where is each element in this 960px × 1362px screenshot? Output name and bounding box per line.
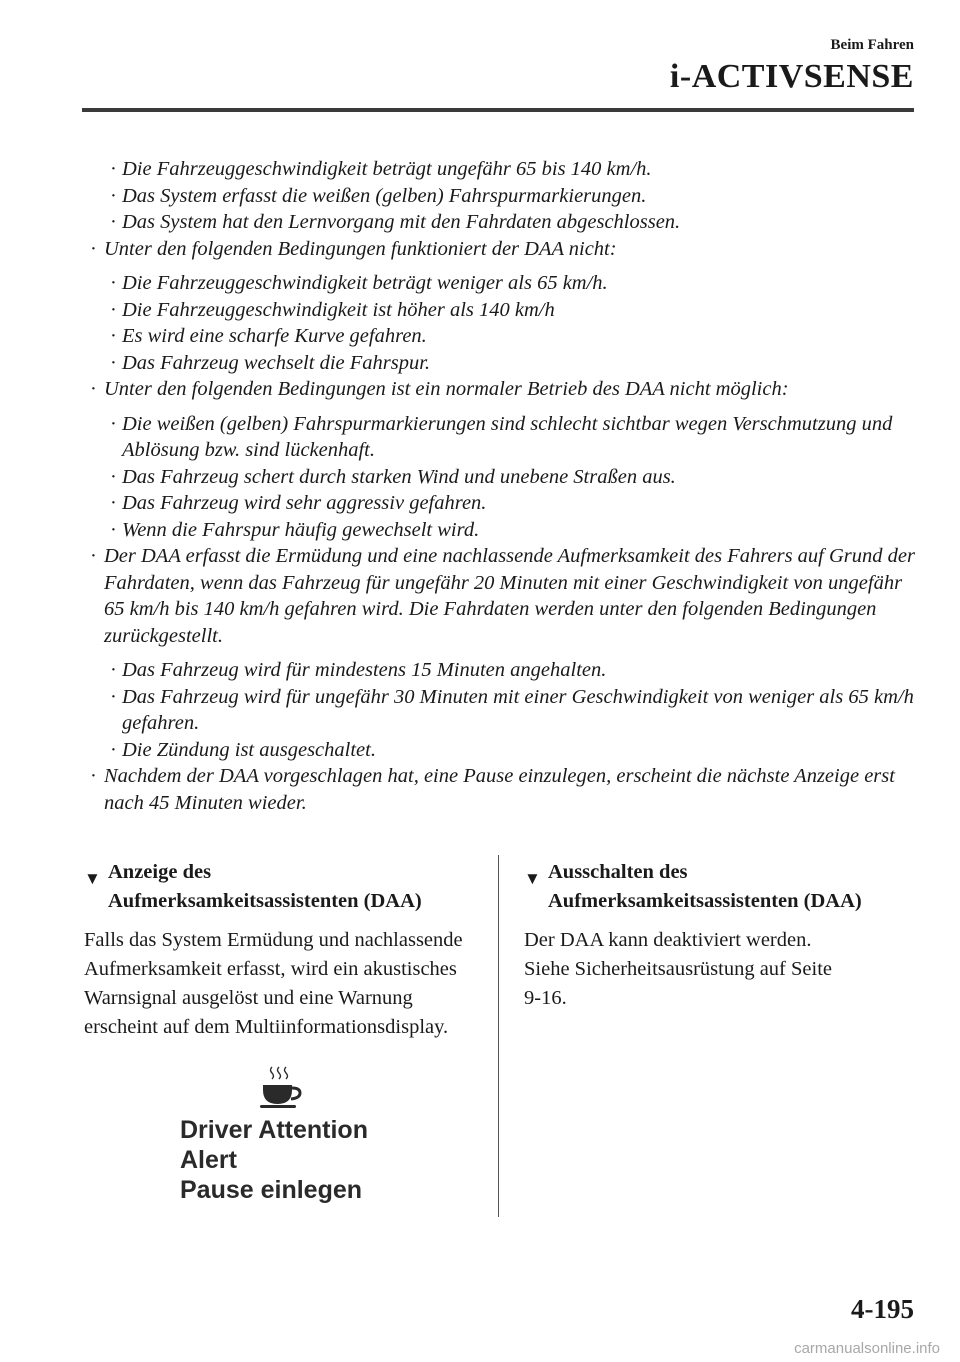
- triangle-marker-icon: ▼: [524, 869, 541, 888]
- list-item-text: Das Fahrzeug schert durch starken Wind und unebene Straßen aus.: [122, 465, 676, 488]
- sub-list-item: [84, 464, 924, 491]
- section-title: Beim Fahren: [830, 37, 914, 53]
- list-item: [84, 236, 924, 263]
- bullet-dot-icon: ·: [90, 765, 97, 787]
- switch-off-paragraph: [524, 926, 924, 1013]
- list-item-text: Das Fahrzeug wechselt die Fahrspur.: [122, 351, 431, 374]
- header-rule: [82, 108, 914, 112]
- switch-off-line2: Siehe Sicherheitsausrüstung auf Seite: [524, 958, 833, 980]
- bullet-dot-icon: ·: [110, 158, 117, 180]
- bullet-dot-icon: ·: [110, 298, 117, 321]
- list-item-text: Unter den folgenden Bedingungen ist ein normaler Betrieb des DAA nicht möglich:: [104, 378, 789, 400]
- bullet-dot-icon: ·: [110, 518, 117, 541]
- display-paragraph: Falls das System Ermüdung und nachlassende Aufmerksamkeit erfasst, wird ein akustisches Warnsignal ausgelöst und eine Warnung erscheint auf dem Multiinformationsdisplay.: [84, 929, 463, 1038]
- triangle-marker-icon: ▼: [84, 869, 101, 888]
- list-item-text: Die Fahrzeuggeschwindigkeit beträgt weniger als 65 km/h.: [122, 272, 608, 294]
- list-item: [84, 543, 924, 649]
- list-item-text: Wenn die Fahrspur häufig gewechselt wird.: [122, 518, 480, 541]
- bullet-dot-icon: ·: [110, 351, 117, 374]
- bullet-dot-icon: ·: [90, 237, 97, 260]
- bullet-dot-icon: ·: [110, 685, 117, 708]
- switch-off-line1: Der DAA kann deaktiviert werden.: [524, 929, 812, 951]
- sub-list-item: [84, 183, 924, 210]
- display-line1: Driver Attention: [180, 1116, 368, 1144]
- bullet-list: [84, 156, 924, 816]
- list-item-text: Nachdem der DAA vorgeschlagen hat, eine Pause einzulegen, erscheint die nächste Anzeige erst nach 45 Minuten wieder.: [104, 765, 895, 814]
- coffee-cup-icon: [256, 1064, 304, 1110]
- display-line2: Alert: [180, 1146, 237, 1174]
- sub-list-item: [84, 209, 924, 236]
- sub-list-item: [84, 657, 924, 684]
- watermark: carmanualsonline.info: [794, 1340, 940, 1357]
- sub-list-item: [84, 490, 924, 517]
- display-heading: [84, 858, 484, 916]
- switch-off-heading-line2: Aufmerksamkeitsassistenten (DAA): [548, 890, 862, 912]
- sub-list-item: [84, 297, 924, 324]
- sub-list-item: [84, 684, 924, 737]
- sub-list-item: [84, 517, 924, 544]
- sub-list-item: [84, 411, 924, 464]
- list-item: [84, 763, 924, 816]
- bullet-dot-icon: ·: [90, 378, 97, 400]
- bullet-dot-icon: ·: [110, 659, 117, 681]
- bullet-dot-icon: ·: [110, 492, 117, 514]
- list-item-text: Es wird eine scharfe Kurve gefahren.: [122, 325, 427, 347]
- page-number: 4-195: [851, 1294, 914, 1324]
- list-item-text: Das System erfasst die weißen (gelben) Fahrspurmarkierungen.: [122, 184, 647, 207]
- page-header: [670, 36, 914, 96]
- sub-list-item: [84, 737, 924, 764]
- sub-list-item: [84, 270, 924, 297]
- sub-list-item: [84, 156, 924, 183]
- list-item-text: Das Fahrzeug wird sehr aggressiv gefahren.: [122, 492, 487, 514]
- switch-off-heading-line1: Ausschalten des: [548, 861, 688, 883]
- left-column: [84, 858, 484, 1042]
- bullet-dot-icon: ·: [110, 465, 117, 488]
- list-item-text: Das System hat den Lernvorgang mit den Fahrdaten abgeschlossen.: [122, 211, 681, 233]
- switch-off-line3: 9-16.: [524, 987, 567, 1009]
- bullet-dot-icon: ·: [90, 545, 97, 567]
- list-item-text: Unter den folgenden Bedingungen funktioniert der DAA nicht:: [104, 237, 617, 260]
- bullet-dot-icon: ·: [110, 272, 117, 294]
- right-column: [524, 858, 924, 1013]
- list-item-text: Das Fahrzeug wird für mindestens 15 Minuten angehalten.: [122, 659, 607, 681]
- column-divider: [498, 855, 499, 1217]
- list-item-text: Die Fahrzeuggeschwindigkeit beträgt ungefähr 65 bis 140 km/h.: [122, 158, 652, 180]
- bullet-dot-icon: ·: [110, 412, 117, 435]
- bullet-dot-icon: ·: [110, 211, 117, 233]
- sub-list-item: [84, 323, 924, 350]
- bullet-dot-icon: ·: [110, 325, 117, 347]
- list-item-text: Das Fahrzeug wird für ungefähr 30 Minuten mit einer Geschwindigkeit von weniger als 65 km/h gefahren.: [122, 685, 914, 734]
- list-item-text: Die Fahrzeuggeschwindigkeit ist höher als 140 km/h: [122, 298, 555, 321]
- warning-display: [180, 1064, 430, 1205]
- list-item-text: Der DAA erfasst die Ermüdung und eine nachlassende Aufmerksamkeit des Fahrers auf Grund der Fahrdaten, wenn das Fahrzeug für ungefähr 20 Minuten mit einer Geschwindigkeit von ungefähr 65 km/h bis 140 km/h gefahren wird. Die Fahrdaten werden unter den folgenden Bedingungen zurückgestellt.: [104, 545, 915, 647]
- bullet-dot-icon: ·: [110, 184, 117, 207]
- chapter-title: i-ACTIVSENSE: [669, 58, 914, 95]
- display-line3: Pause einlegen: [180, 1176, 363, 1204]
- list-item-text: Die Zündung ist ausgeschaltet.: [122, 738, 376, 761]
- list-item: [84, 376, 924, 403]
- switch-off-heading: [524, 858, 924, 916]
- bullet-dot-icon: ·: [110, 738, 117, 761]
- display-heading-line2: Aufmerksamkeitsassistenten (DAA): [108, 890, 422, 912]
- list-item-text: Die weißen (gelben) Fahrspurmarkierungen sind schlecht sichtbar wegen Verschmutzung und Ablösung bzw. sind lückenhaft.: [122, 412, 893, 461]
- display-heading-line1: Anzeige des: [108, 861, 212, 883]
- sub-list-item: [84, 350, 924, 377]
